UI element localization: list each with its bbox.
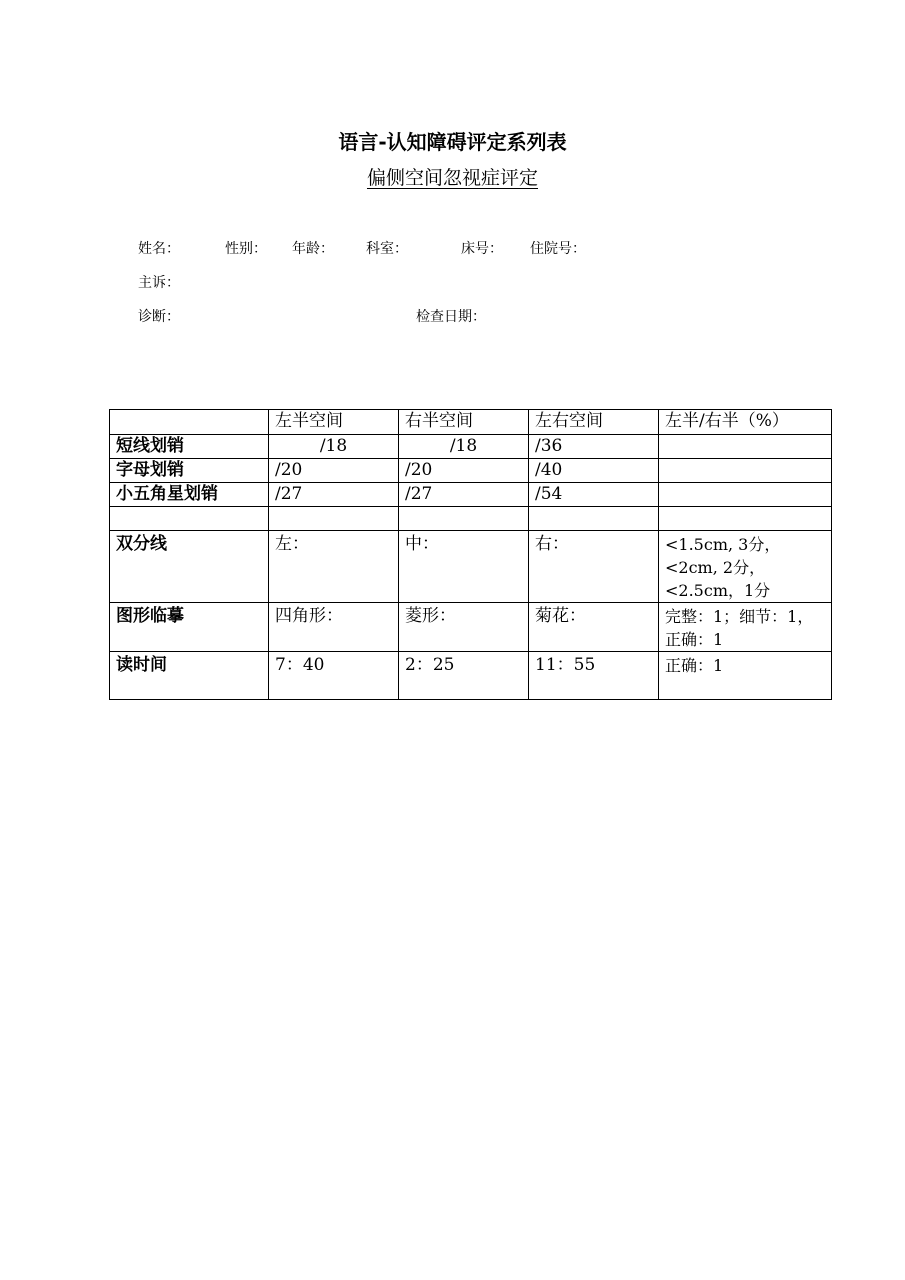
table-cell: /27	[269, 483, 399, 507]
table-cell: 右：	[529, 531, 659, 603]
field-exam-date: 检查日期：	[416, 309, 486, 325]
table-row	[110, 531, 832, 603]
row-label: 双分线	[110, 531, 269, 603]
table-cell	[399, 507, 529, 531]
table-row	[110, 483, 832, 507]
row-label: 读时间	[110, 652, 269, 700]
table-cell: /18	[399, 435, 529, 459]
table-cell	[659, 483, 832, 507]
row-label: 短线划销	[110, 435, 269, 459]
table-cell: /20	[269, 459, 399, 483]
field-sex: 性别：	[225, 241, 267, 257]
table-cell: /18	[269, 435, 399, 459]
document-subtitle	[0, 164, 905, 192]
table-cell: 菱形：	[399, 603, 529, 652]
table-row	[110, 603, 832, 652]
table-row	[110, 652, 832, 700]
header-cell: 左半空间	[269, 410, 399, 435]
table-cell	[269, 507, 399, 531]
table-cell: /20	[399, 459, 529, 483]
field-age: 年龄：	[292, 241, 334, 257]
row-label	[110, 507, 269, 531]
document-title: 语言-认知障碍评定系列表	[338, 130, 567, 154]
table-row-empty	[110, 507, 832, 531]
table-cell: /27	[399, 483, 529, 507]
table-cell	[659, 459, 832, 483]
row-label: 字母划销	[110, 459, 269, 483]
row-label: 图形临摹	[110, 603, 269, 652]
row-label: 小五角星划销	[110, 483, 269, 507]
field-bed: 床号：	[461, 241, 503, 257]
table-cell	[529, 507, 659, 531]
field-complaint: 主诉：	[138, 275, 180, 291]
table-cell: 7：40	[269, 652, 399, 700]
table-cell: /54	[529, 483, 659, 507]
field-name: 姓名：	[138, 241, 180, 257]
field-admission-no: 住院号：	[530, 241, 586, 257]
header-cell-empty	[110, 410, 269, 435]
table-cell: 左：	[269, 531, 399, 603]
table-cell: 菊花：	[529, 603, 659, 652]
table-row	[110, 435, 832, 459]
table-header-row	[110, 410, 832, 435]
table-cell: /36	[529, 435, 659, 459]
subtitle-text: 偏侧空间忽视症评定	[366, 167, 538, 189]
table-cell: 四角形：	[269, 603, 399, 652]
table-cell: 2：25	[399, 652, 529, 700]
header-cell: 左右空间	[529, 410, 659, 435]
table-cell: 中：	[399, 531, 529, 603]
table-cell-scoring: <1.5cm, 3分，<2cm, 2分，<2.5cm，1分	[659, 531, 832, 603]
table-cell: /40	[529, 459, 659, 483]
field-department: 科室：	[366, 241, 408, 257]
table-cell-scoring: 正确：1	[659, 652, 832, 700]
header-cell: 左半/右半（%）	[659, 410, 832, 435]
table-cell	[659, 435, 832, 459]
table-cell: 11：55	[529, 652, 659, 700]
table-cell	[659, 507, 832, 531]
assessment-table	[109, 409, 832, 700]
table-row	[110, 459, 832, 483]
header-cell: 右半空间	[399, 410, 529, 435]
table-cell-scoring: 完整：1；细节：1，正确：1	[659, 603, 832, 652]
field-diagnosis: 诊断：	[138, 309, 180, 325]
